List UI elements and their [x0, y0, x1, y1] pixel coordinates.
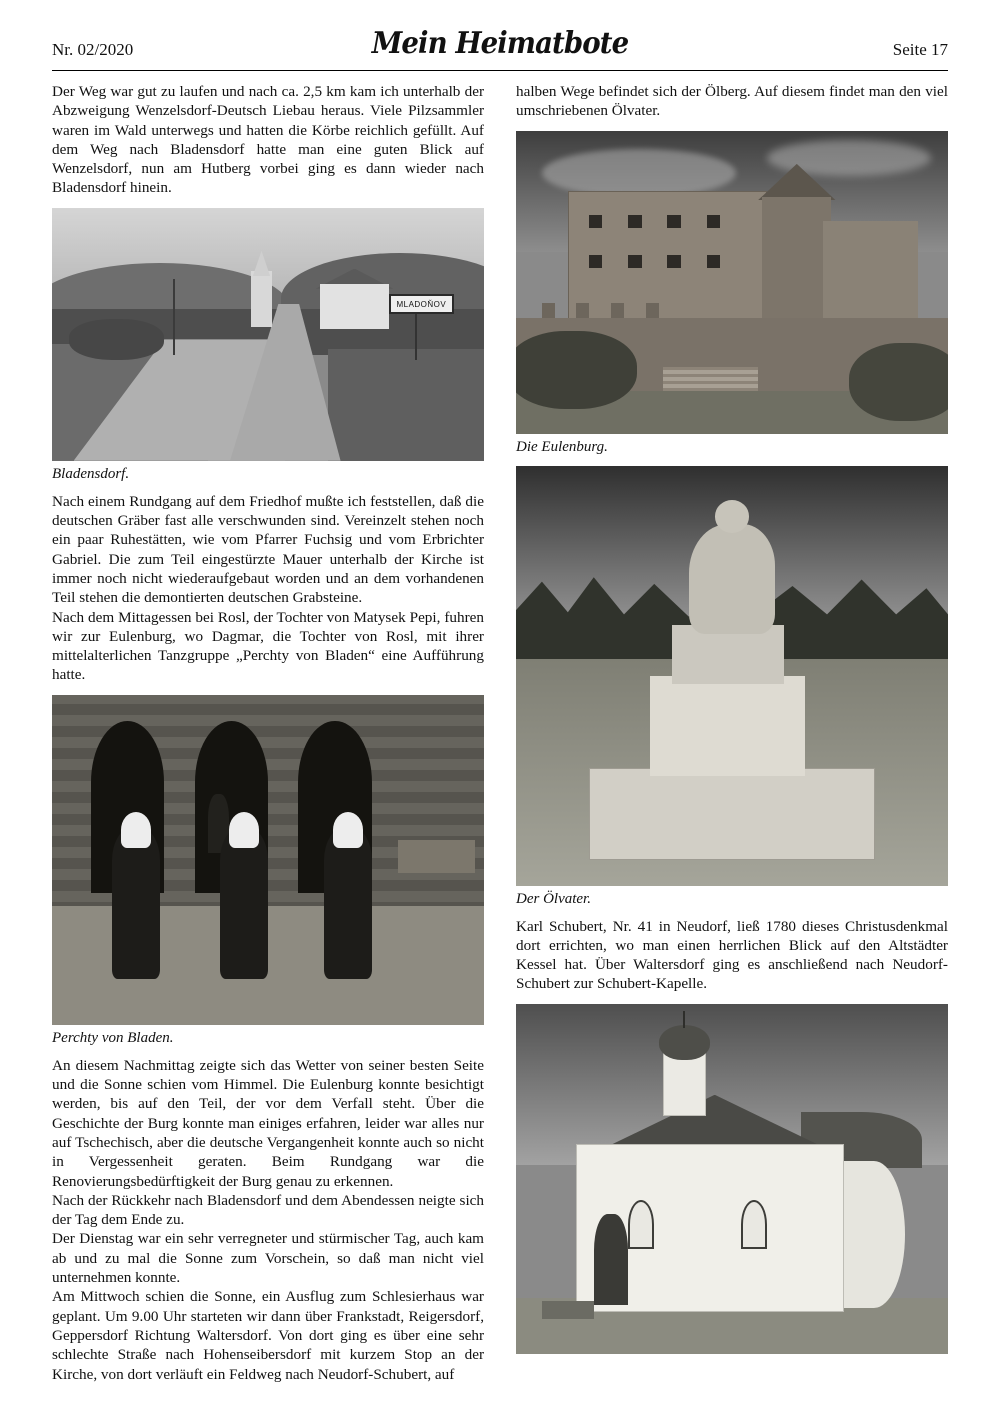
photo-dancer-headdress: [121, 812, 151, 848]
photo-dancer-headdress: [229, 812, 259, 848]
photo-window: [589, 255, 603, 268]
photo-window: [667, 215, 681, 228]
left-paragraph-1: Der Weg war gut zu laufen und nach ca. 2,5 km kam ich unterhalb der Abzweigung Wenzelsdorf-Deutsch Liebau heraus. Viele Pilzsammler waren im Wald unterwegs und hatten die Körbe reichlich gefüllt. Auf dem Weg nach Bladensdorf hatte man eine guten Blick auf Wenzelsdorf, nun am Hutberg vorbei ging es dann wieder nach Bladensdorf hinein.: [52, 83, 484, 197]
photo-church-tower: [251, 271, 273, 327]
photo-eulenburg: [516, 131, 948, 434]
photo-bush: [69, 319, 164, 359]
photo-cloud-1: [542, 149, 736, 197]
photo-grass-right: [328, 349, 484, 460]
left-paragraph-4: An diesem Nachmittag zeigte sich das Wetter von seiner besten Seite und die Sonne schien vom Himmel. Die Eulenburg konnte besichtigt werden, bis auf den Teil, der vor dem Verfall steht. Über die Geschichte der Burg konnte man einiges erfahren, leider war alles nur auf Tschechisch, aber die deutsche Vergangenheit konnte auch so nicht in Vergessenheit geraten. Beim Rundgang war die Renovierungsbedürftigkeit der Burg genau zu erkennen.: [52, 1056, 484, 1190]
photo-chapel: [516, 1004, 948, 1354]
photo-dancer-1: [112, 827, 160, 979]
photo-dancer-headdress: [333, 812, 363, 848]
photo-monument-pedestal: [672, 625, 784, 684]
photo-house: [320, 284, 389, 330]
photo-window: [707, 215, 721, 228]
photo-window: [667, 255, 681, 268]
photo-dancer-3: [324, 827, 372, 979]
figure-eulenburg: [516, 131, 948, 456]
photo-merlon: [542, 303, 555, 318]
photo-cross: [683, 1011, 685, 1029]
photo-utility-pole: [173, 279, 175, 355]
photo-town-sign: [389, 294, 454, 314]
figure-perchty: [52, 695, 484, 1047]
caption-eulenburg: Die Eulenburg.: [516, 438, 608, 455]
photo-window: [628, 215, 642, 228]
photo-window: [628, 255, 642, 268]
photo-bladensdorf: [52, 208, 484, 461]
right-column: [516, 82, 948, 1363]
left-column: [52, 82, 484, 1384]
photo-bell-tower: [663, 1053, 706, 1116]
left-paragraph-6: Der Dienstag war ein sehr verregneter und stürmischer Tag, auch kam ab und zu mal die Sonne zum Vorschein, so daß man nicht viel unternehmen konnte.: [52, 1230, 484, 1287]
photo-bench: [542, 1301, 594, 1319]
photo-window: [707, 255, 721, 268]
figure-schubert-kapelle: [516, 1004, 948, 1354]
photo-dancer-2: [220, 827, 268, 979]
right-paragraph-1: halben Wege befindet sich der Ölberg. Auf diesem findet man den viel umschriebenen Ölvater.: [516, 83, 948, 120]
photo-chapel-door: [594, 1214, 629, 1305]
photo-monument-statue: [689, 524, 775, 633]
photo-chapel-window-2: [741, 1200, 767, 1249]
photo-tower: [762, 197, 831, 336]
photo-sign-post: [415, 314, 417, 360]
left-paragraph-7: Am Mittwoch schien die Sonne, ein Ausflug zum Schlesierhaus war geplant. Um 9.00 Uhr starteten wir dann über Frankstadt, Reigersdorf, Geppersdorf Richtung Waltersdorf. Von dort ging es über eine sehr schlechte Straße nach Hohenseibersdorf mit kurzem Stop an der Kirche, von dort verläuft ein Feldweg nach Neudorf-Schubert, auf: [52, 1288, 484, 1383]
photo-monument-base: [589, 768, 874, 860]
photo-bush-left: [516, 331, 637, 410]
issue-number: Nr. 02/2020: [52, 40, 134, 59]
photo-merlon: [611, 303, 624, 318]
page-number: Seite 17: [892, 40, 948, 59]
photo-perchty: [52, 695, 484, 1025]
caption-oelvater: Der Ölvater.: [516, 890, 591, 907]
page-header: [52, 26, 948, 70]
caption-bladensdorf: Bladensdorf.: [52, 465, 130, 482]
photo-monument-plinth: [650, 676, 806, 777]
left-paragraph-2: Nach einem Rundgang auf dem Friedhof mußte ich feststellen, daß die deutschen Gräber fast alle verschwunden sind. Vereinzelt stehen noch ein paar Ruhestätten, wie vom Pfarrer Fuchsig und vom Erbrichter Gabriel. Die zum Teil eingestürzte Mauer unterhalb der Kirche ist immer noch nicht wiederaufgebaut worden und an dem vorhandenen Teil stehen die demontierten deutschen Grabsteine.: [52, 492, 484, 607]
photo-chapel-window-1: [628, 1200, 654, 1249]
photo-merlon: [646, 303, 659, 318]
town-sign-text: MLADOŇOV: [396, 299, 447, 309]
photo-merlon: [576, 303, 589, 318]
photo-oelvater: [516, 466, 948, 886]
left-paragraph-3: Nach dem Mittagessen bei Rosl, der Tochter von Matysek Pepi, fuhren wir zur Eulenburg, wo Dagmar, die Tochter von Rosl, mit ihrer mittelalterlichen Tanzgruppe „Perchty von Bladen“ eine Aufführung hatte.: [52, 608, 484, 684]
header-divider: [52, 70, 948, 71]
photo-onion-dome: [659, 1025, 711, 1060]
photo-bush-right: [849, 343, 948, 422]
photo-castle-wing: [823, 221, 918, 330]
photo-castle-keep: [568, 191, 767, 336]
left-paragraph-5: Nach der Rückkehr nach Bladensdorf und dem Abendessen neigte sich der Tag dem Ende zu.: [52, 1191, 484, 1229]
photo-window: [589, 215, 603, 228]
masthead-title: Mein Heimatbote: [371, 26, 629, 61]
right-paragraph-2: Karl Schubert, Nr. 41 in Neudorf, ließ 1780 dieses Christusdenkmal dort errichten, wo man einen herrlichen Blick auf den Altstädter Kessel hat. Über Waltersdorf ging es anschließend nach Neudorf-Schubert zur Schubert-Kapelle.: [516, 917, 948, 993]
figure-oelvater: [516, 466, 948, 908]
figure-bladensdorf: [52, 208, 484, 483]
photo-bench: [398, 840, 476, 873]
caption-perchty: Perchty von Bladen.: [52, 1029, 174, 1046]
